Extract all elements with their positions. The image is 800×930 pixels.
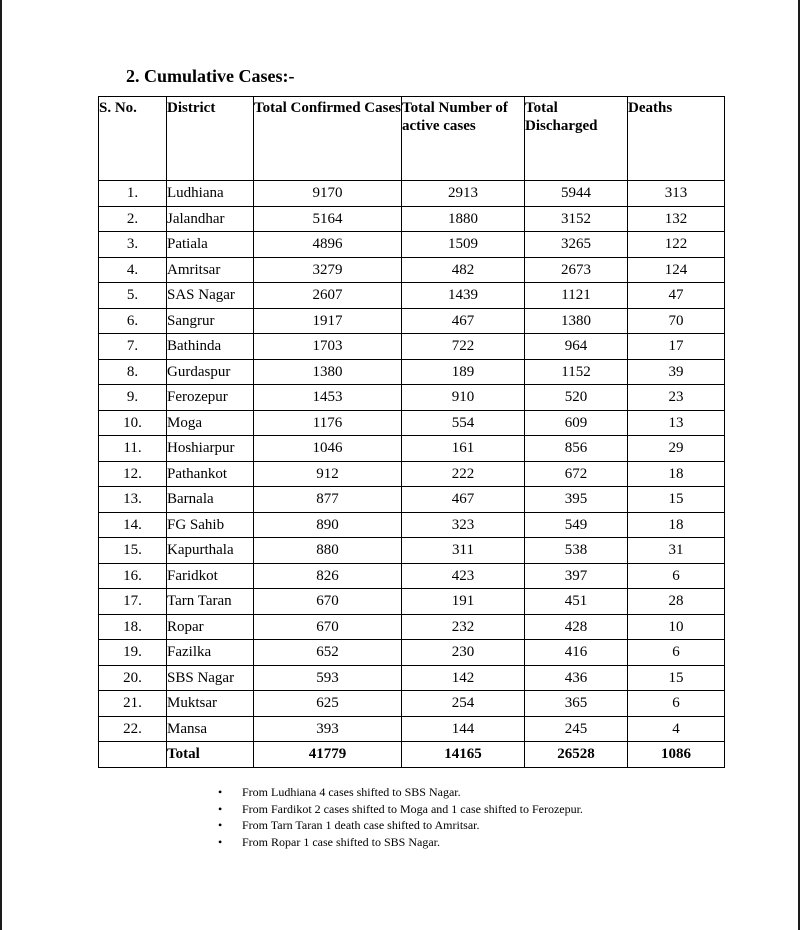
note-item [218,784,583,801]
row-district: Gurdaspur [167,359,254,385]
row-active: 467 [402,487,525,513]
row-confirmed: 5164 [254,206,402,232]
table-row [99,665,725,691]
note-item [218,834,583,851]
row-sno: 14. [99,512,167,538]
row-confirmed: 1917 [254,308,402,334]
table-row [99,461,725,487]
table-row [99,232,725,258]
row-district: Patiala [167,232,254,258]
row-district: Ropar [167,614,254,640]
row-sno: 11. [99,436,167,462]
table-row [99,487,725,513]
total-label: Total [167,742,254,768]
row-active: 482 [402,257,525,283]
row-confirmed: 912 [254,461,402,487]
row-discharged: 964 [525,334,628,360]
row-discharged: 451 [525,589,628,615]
table-row [99,691,725,717]
table-row [99,385,725,411]
row-sno: 16. [99,563,167,589]
row-active: 230 [402,640,525,666]
row-confirmed: 652 [254,640,402,666]
table-body [99,181,725,742]
table-row [99,410,725,436]
row-district: Moga [167,410,254,436]
row-sno: 4. [99,257,167,283]
table-row [99,334,725,360]
row-district: Tarn Taran [167,589,254,615]
header-sno: S. No. [99,97,167,181]
row-sno: 5. [99,283,167,309]
row-active: 554 [402,410,525,436]
row-discharged: 609 [525,410,628,436]
row-active: 232 [402,614,525,640]
row-confirmed: 1176 [254,410,402,436]
table-header-row [99,97,725,181]
row-confirmed: 3279 [254,257,402,283]
row-confirmed: 393 [254,716,402,742]
row-active: 423 [402,563,525,589]
row-discharged: 1121 [525,283,628,309]
total-discharged: 26528 [525,742,628,768]
row-active: 467 [402,308,525,334]
row-deaths: 18 [628,461,725,487]
row-discharged: 395 [525,487,628,513]
header-active-cases: Total Number of active cases [402,97,525,181]
row-confirmed: 1380 [254,359,402,385]
row-confirmed: 877 [254,487,402,513]
row-district: Barnala [167,487,254,513]
row-district: SBS Nagar [167,665,254,691]
row-confirmed: 9170 [254,181,402,207]
row-deaths: 17 [628,334,725,360]
row-district: Bathinda [167,334,254,360]
row-confirmed: 826 [254,563,402,589]
row-confirmed: 625 [254,691,402,717]
row-discharged: 1380 [525,308,628,334]
row-discharged: 1152 [525,359,628,385]
total-row [99,742,725,768]
total-sno-cell [99,742,167,768]
row-deaths: 47 [628,283,725,309]
row-deaths: 31 [628,538,725,564]
row-deaths: 18 [628,512,725,538]
row-active: 323 [402,512,525,538]
cumulative-cases-table [98,96,725,768]
table-row [99,283,725,309]
row-deaths: 39 [628,359,725,385]
row-active: 1509 [402,232,525,258]
row-active: 2913 [402,181,525,207]
row-active: 254 [402,691,525,717]
row-confirmed: 2607 [254,283,402,309]
bullet-icon: • [218,801,223,816]
row-sno: 13. [99,487,167,513]
row-discharged: 397 [525,563,628,589]
row-confirmed: 880 [254,538,402,564]
row-discharged: 3265 [525,232,628,258]
row-district: FG Sahib [167,512,254,538]
note-item [218,801,583,818]
row-deaths: 70 [628,308,725,334]
row-deaths: 15 [628,665,725,691]
row-deaths: 6 [628,640,725,666]
row-active: 142 [402,665,525,691]
row-active: 161 [402,436,525,462]
row-deaths: 122 [628,232,725,258]
row-district: Sangrur [167,308,254,334]
table-row [99,308,725,334]
row-district: Fazilka [167,640,254,666]
row-sno: 22. [99,716,167,742]
row-district: SAS Nagar [167,283,254,309]
row-discharged: 3152 [525,206,628,232]
header-total-confirmed: Total Confirmed Cases [254,97,402,181]
total-confirmed: 41779 [254,742,402,768]
table-row [99,359,725,385]
row-deaths: 28 [628,589,725,615]
table-row [99,206,725,232]
row-sno: 8. [99,359,167,385]
row-confirmed: 4896 [254,232,402,258]
table-row [99,436,725,462]
row-deaths: 4 [628,716,725,742]
row-sno: 21. [99,691,167,717]
table-row [99,181,725,207]
row-district: Pathankot [167,461,254,487]
total-deaths: 1086 [628,742,725,768]
row-discharged: 520 [525,385,628,411]
row-deaths: 10 [628,614,725,640]
header-total-discharged: Total Discharged [525,97,628,181]
notes-list [218,784,583,850]
row-deaths: 132 [628,206,725,232]
header-deaths: Deaths [628,97,725,181]
row-discharged: 5944 [525,181,628,207]
row-active: 722 [402,334,525,360]
note-item [218,817,583,834]
row-discharged: 416 [525,640,628,666]
table-row [99,716,725,742]
row-district: Amritsar [167,257,254,283]
row-confirmed: 670 [254,614,402,640]
total-active: 14165 [402,742,525,768]
row-active: 1439 [402,283,525,309]
row-active: 910 [402,385,525,411]
row-district: Ferozepur [167,385,254,411]
row-discharged: 365 [525,691,628,717]
row-active: 311 [402,538,525,564]
row-sno: 2. [99,206,167,232]
row-discharged: 672 [525,461,628,487]
row-sno: 1. [99,181,167,207]
note-text: From Ropar 1 case shifted to SBS Nagar. [242,834,440,849]
row-sno: 19. [99,640,167,666]
row-district: Jalandhar [167,206,254,232]
table-row [99,538,725,564]
row-discharged: 428 [525,614,628,640]
row-discharged: 856 [525,436,628,462]
row-sno: 15. [99,538,167,564]
table-row [99,640,725,666]
row-sno: 9. [99,385,167,411]
row-deaths: 6 [628,691,725,717]
row-active: 189 [402,359,525,385]
table-row [99,512,725,538]
row-deaths: 15 [628,487,725,513]
row-sno: 10. [99,410,167,436]
row-confirmed: 593 [254,665,402,691]
section-heading: 2. Cumulative Cases:- [126,66,295,86]
row-sno: 17. [99,589,167,615]
row-discharged: 549 [525,512,628,538]
row-discharged: 2673 [525,257,628,283]
table-row [99,257,725,283]
row-sno: 3. [99,232,167,258]
row-sno: 12. [99,461,167,487]
note-text: From Tarn Taran 1 death case shifted to Amritsar. [242,818,480,832]
header-district: District [167,97,254,181]
row-active: 144 [402,716,525,742]
note-text: From Fardikot 2 cases shifted to Moga and 1 case shifted to Ferozepur. [242,801,583,816]
row-confirmed: 890 [254,512,402,538]
row-deaths: 124 [628,257,725,283]
row-confirmed: 1703 [254,334,402,360]
row-deaths: 29 [628,436,725,462]
row-district: Faridkot [167,563,254,589]
row-active: 1880 [402,206,525,232]
row-deaths: 6 [628,563,725,589]
table-row [99,563,725,589]
note-text: From Ludhiana 4 cases shifted to SBS Nagar. [242,785,461,799]
row-confirmed: 1046 [254,436,402,462]
row-discharged: 245 [525,716,628,742]
row-sno: 18. [99,614,167,640]
table-row [99,614,725,640]
page-left-border [0,0,2,930]
row-confirmed: 1453 [254,385,402,411]
row-deaths: 313 [628,181,725,207]
row-discharged: 436 [525,665,628,691]
table-row [99,589,725,615]
row-district: Hoshiarpur [167,436,254,462]
row-confirmed: 670 [254,589,402,615]
row-active: 191 [402,589,525,615]
bullet-icon: • [218,785,223,799]
row-active: 222 [402,461,525,487]
bullet-icon: • [218,834,223,849]
row-district: Ludhiana [167,181,254,207]
row-deaths: 13 [628,410,725,436]
row-district: Kapurthala [167,538,254,564]
bullet-icon: • [218,818,223,832]
row-discharged: 538 [525,538,628,564]
row-sno: 20. [99,665,167,691]
row-sno: 7. [99,334,167,360]
row-district: Mansa [167,716,254,742]
row-district: Muktsar [167,691,254,717]
row-sno: 6. [99,308,167,334]
row-deaths: 23 [628,385,725,411]
